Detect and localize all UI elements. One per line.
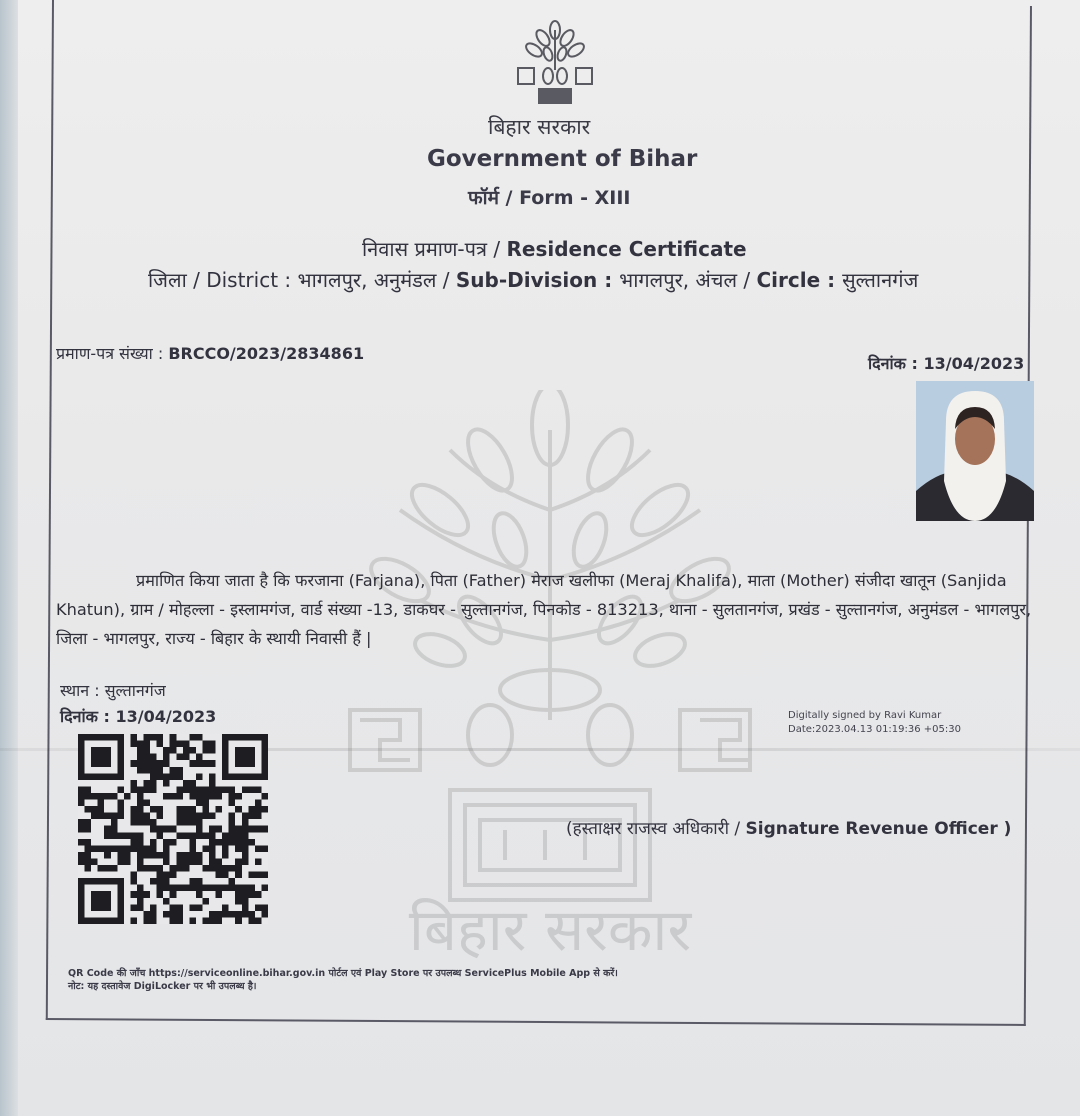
jurisdiction-line: [148, 266, 918, 293]
certificate-title-hindi: निवास प्रमाण-पत्र /: [362, 237, 507, 261]
bihar-watermark-icon: [340, 390, 760, 970]
signature-caption: [566, 816, 1011, 839]
digilocker-note: नोट: यह दस्तावेज DigiLocker पर भी उपलब्ध है।: [68, 981, 257, 992]
digital-signature-name: Digitally signed by Ravi Kumar: [788, 710, 942, 721]
subdivision-label: Sub-Division :: [455, 268, 620, 292]
signature-caption-hindi: (हस्ताक्षर राजस्व अधिकारी /: [566, 819, 746, 839]
qr-code-icon: [72, 734, 274, 924]
district-value: भागलपुर, अनुमंडल /: [297, 268, 456, 292]
signature-caption-english: Signature Revenue Officer ): [745, 819, 1012, 839]
certificate-title-english: Residence Certificate: [506, 237, 747, 261]
form-number: फॉर्म / Form - XIII: [468, 187, 631, 209]
govt-title-hindi: बिहार सरकार: [488, 115, 591, 139]
place-line: स्थान : सुल्तानगंज: [60, 681, 166, 700]
issue-date-top: दिनांक : 13/04/2023: [868, 354, 1025, 373]
qr-verification-note: QR Code की जाँच https://serviceonline.bihar.gov.in पोर्टल एवं Play Store पर उपलब्ध ServicePlus Mobile App से करें।: [68, 968, 618, 979]
certificate-title: [362, 235, 747, 262]
certificate-number: [56, 342, 364, 364]
digital-signature-date: Date:2023.04.13 01:19:36 +05:30: [788, 724, 961, 735]
circle-label: Circle :: [756, 268, 843, 292]
circle-value: सुल्तानगंज: [842, 268, 919, 292]
certificate-number-value: BRCCO/2023/2834861: [168, 344, 365, 363]
certification-text: प्रमाणित किया जाता है कि फरजाना (Farjana), पिता (Father) मेराज खलीफा (Meraj Khalifa), माता (Mother) संजीदा खातून (Sanjida Khatun), ग्राम / मोहल्ला - इस्लामगंज, वार्ड संख्या -13, डाकघर - सुल्तानगंज, पिनकोड - 813213, थाना - सुलतानगंज, प्रखंड - सुल्तानगंज, अनुमंडल - भागलपुर, जिला - भागलपुर, राज्य - बिहार के स्थायी निवासी हैं |: [56, 571, 1032, 648]
bihar-emblem-icon: [510, 20, 600, 110]
applicant-photo: [916, 381, 1034, 521]
issue-date-bottom: दिनांक : 13/04/2023: [60, 707, 217, 726]
paper-edge: [0, 0, 18, 1116]
certificate-number-label: प्रमाण-पत्र संख्या :: [56, 344, 169, 363]
certification-paragraph: [56, 566, 1036, 653]
govt-title-english: Government of Bihar: [427, 146, 698, 172]
watermark-text: बिहार सरकार: [408, 896, 692, 964]
district-label: जिला / District :: [148, 268, 298, 292]
subdivision-value: भागलपुर, अंचल /: [619, 268, 757, 292]
